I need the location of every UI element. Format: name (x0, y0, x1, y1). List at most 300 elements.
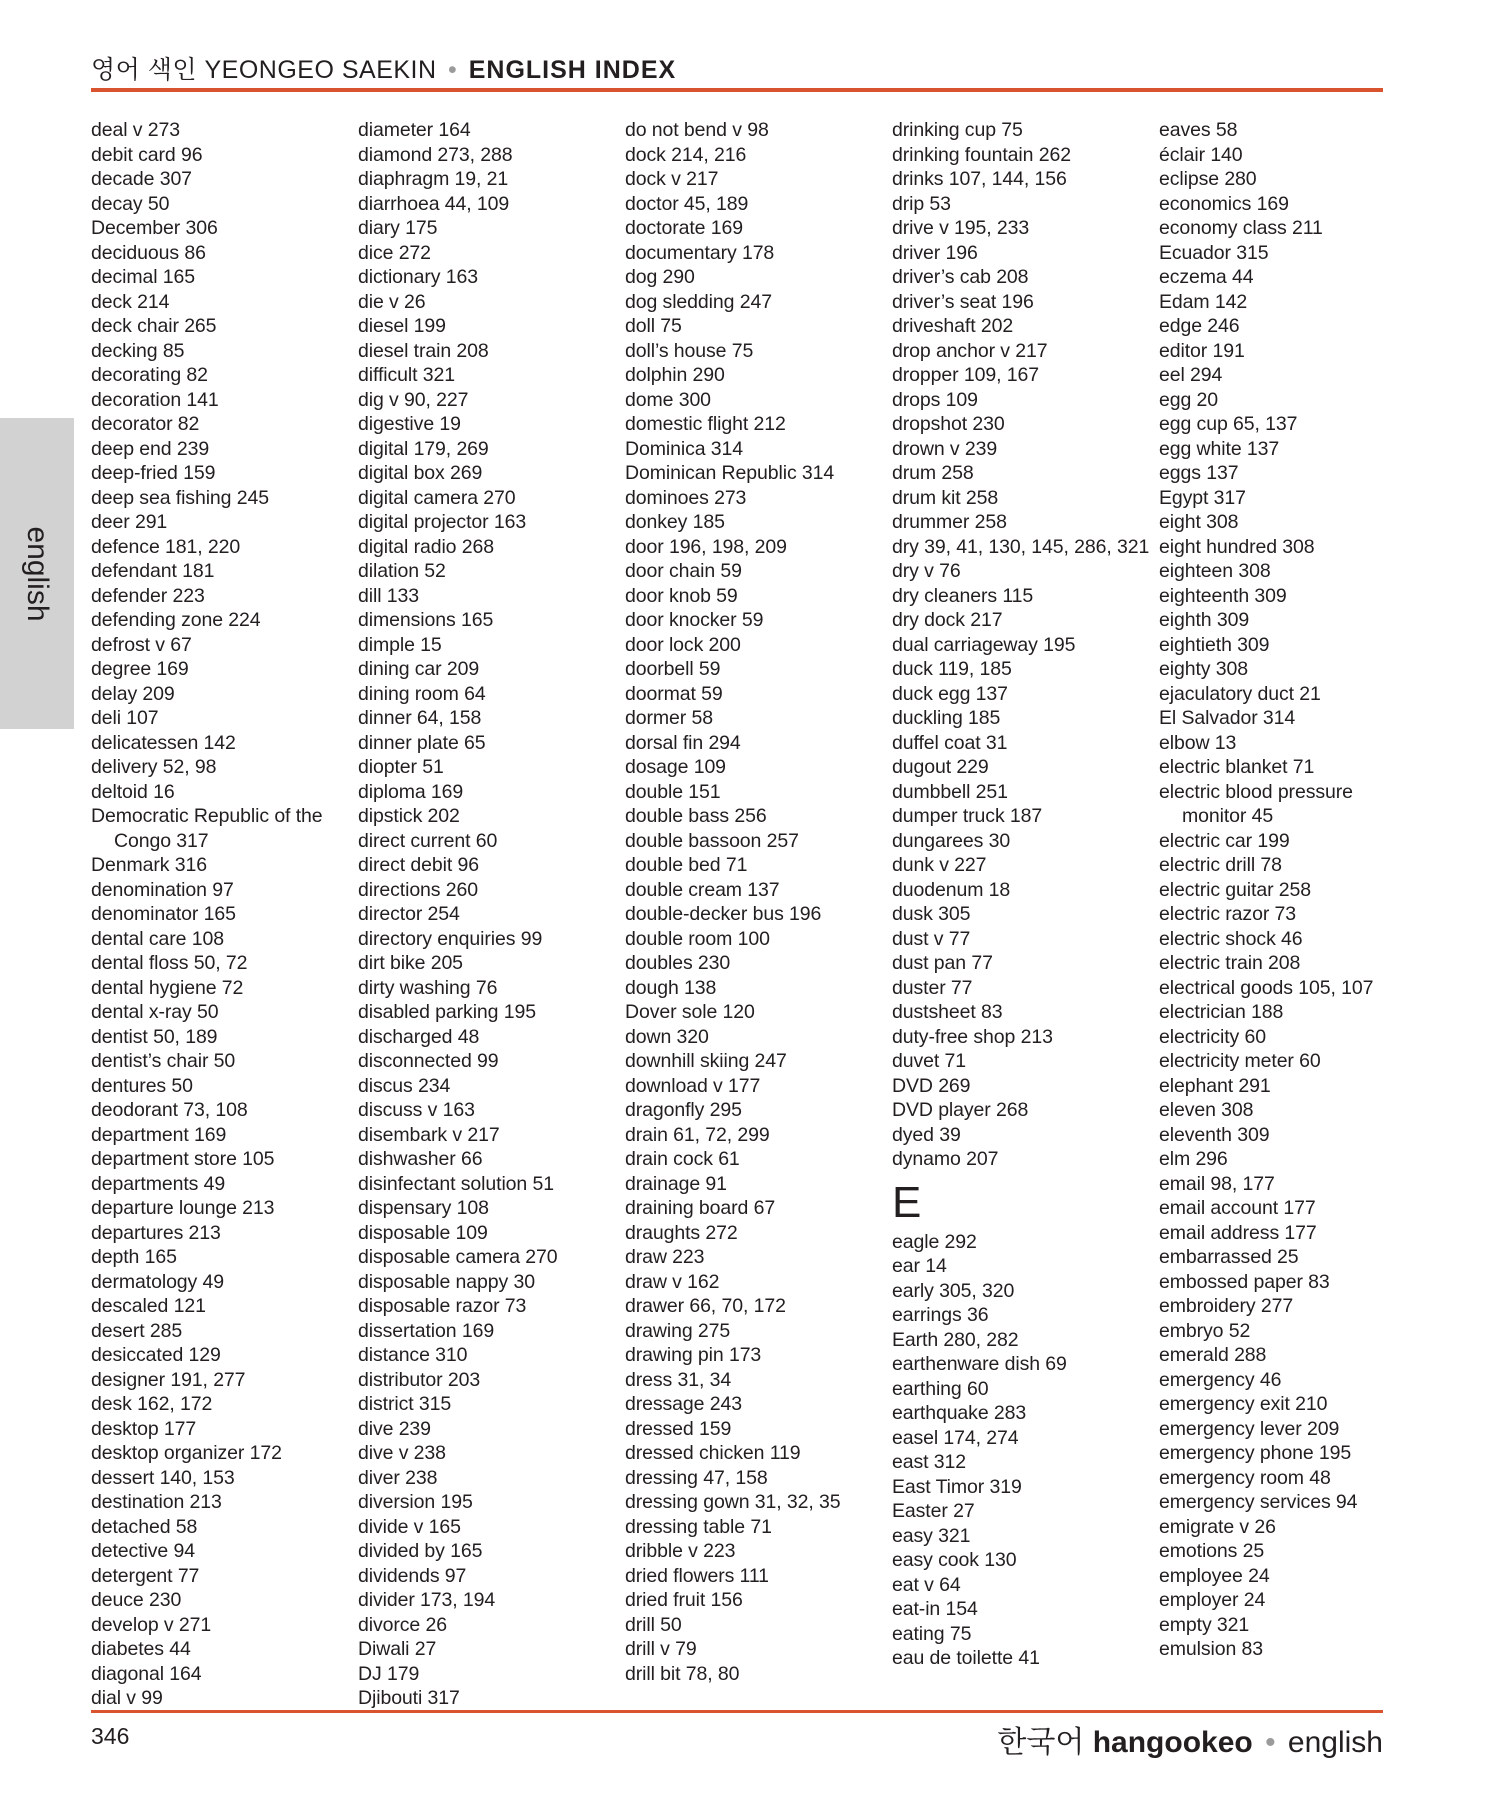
index-entry: dig v 90, 227 (358, 388, 469, 411)
index-entry: dress 31, 34 (625, 1368, 732, 1391)
index-entry: easel 174, 274 (892, 1426, 1019, 1449)
index-entry: dominoes 273 (625, 486, 747, 509)
index-entry: dressed chicken 119 (625, 1442, 801, 1464)
index-entry: disposable nappy 30 (358, 1270, 535, 1293)
index-entry: department store 105 (91, 1148, 275, 1170)
index-entry: earthquake 283 (892, 1402, 1027, 1424)
index-entry: dirty washing 76 (358, 976, 498, 999)
index-entry: drain cock 61 (625, 1148, 740, 1170)
index-entry: dressing 47, 158 (625, 1466, 768, 1489)
index-column-4-d-entries (892, 118, 1154, 1172)
index-entry: email address 177 (1159, 1221, 1317, 1244)
index-entry: double-decker bus 196 (625, 903, 822, 925)
index-entry: disinfectant solution 51 (358, 1172, 554, 1195)
index-entry: designer 191, 277 (91, 1368, 246, 1391)
index-entry: email 98, 177 (1159, 1172, 1275, 1195)
index-entry: dimensions 165 (358, 609, 494, 631)
index-entry: diabetes 44 (91, 1638, 191, 1660)
index-entry: economy class 211 (1159, 217, 1323, 239)
index-entry: emergency services 94 (1159, 1491, 1358, 1513)
index-entry: dragonfly 295 (625, 1099, 742, 1121)
index-entry: delay 209 (91, 682, 175, 705)
index-entry: emotions 25 (1159, 1540, 1265, 1562)
index-entry: Diwali 27 (358, 1638, 437, 1660)
index-entry: dial v 99 (91, 1687, 163, 1709)
page-number: 346 (91, 1723, 130, 1749)
index-entry: diameter 164 (358, 119, 471, 141)
index-entry: denomination 97 (91, 878, 234, 901)
index-entry: draw 223 (625, 1246, 705, 1268)
index-entry: decorator 82 (91, 413, 200, 435)
index-entry: divorce 26 (358, 1613, 447, 1636)
index-entry: departments 49 (91, 1172, 226, 1195)
index-entry: edge 246 (1159, 315, 1240, 337)
index-entry: drown v 239 (892, 437, 998, 460)
index-entry: dropshot 230 (892, 413, 1005, 435)
index-column-2 (358, 118, 620, 1711)
index-entry: discharged 48 (358, 1025, 480, 1048)
index-entry: eat v 64 (892, 1573, 961, 1596)
index-entry: dual carriageway 195 (892, 633, 1076, 656)
index-entry: dumbbell 251 (892, 780, 1008, 803)
index-entry: dried flowers 111 (625, 1564, 769, 1587)
index-entry: Egypt 317 (1159, 486, 1246, 509)
index-entry: defence 181, 220 (91, 535, 241, 558)
index-entry: emergency 46 (1159, 1368, 1282, 1391)
index-entry: elbow 13 (1159, 731, 1237, 754)
index-entry: Edam 142 (1159, 290, 1248, 313)
index-entry: debit card 96 (91, 143, 203, 166)
index-entry: eight hundred 308 (1159, 535, 1315, 558)
index-entry: dyed 39 (892, 1123, 961, 1146)
index-entry: dribble v 223 (625, 1540, 736, 1562)
index-entry: eleventh 309 (1159, 1123, 1270, 1146)
index-entry: district 315 (358, 1393, 452, 1415)
index-column-4 (892, 118, 1154, 1671)
index-entry: drinking fountain 262 (892, 143, 1071, 166)
index-entry: door knocker 59 (625, 609, 764, 631)
index-entry: diesel 199 (358, 315, 446, 337)
index-entry: dinner 64, 158 (358, 707, 482, 729)
index-entry: door 196, 198, 209 (625, 535, 787, 558)
header-rule (91, 88, 1383, 92)
index-entry: dungarees 30 (892, 829, 1011, 852)
index-entry: door lock 200 (625, 633, 741, 656)
index-entry: egg white 137 (1159, 437, 1280, 460)
section-letter-e: E (892, 1177, 922, 1227)
index-entry: dorsal fin 294 (625, 731, 741, 754)
header-korean-title: 영어 색인 YEONGEO SAEKIN (91, 56, 437, 84)
index-entry: dressed 159 (625, 1417, 732, 1440)
index-entry: doctor 45, 189 (625, 192, 749, 215)
index-entry: Earth 280, 282 (892, 1328, 1019, 1351)
index-entry: Dominican Republic 314 (625, 462, 835, 484)
index-entry: Djibouti 317 (358, 1687, 460, 1709)
index-entry: electric razor 73 (1159, 903, 1297, 925)
index-entry: double room 100 (625, 927, 770, 950)
index-entry: detergent 77 (91, 1564, 200, 1587)
index-entry: decay 50 (91, 192, 170, 215)
index-entry: dock v 217 (625, 168, 719, 190)
index-entry: door knob 59 (625, 584, 738, 607)
index-entry: disembark v 217 (358, 1123, 500, 1146)
index-entry: desktop 177 (91, 1417, 197, 1440)
index-entry: double 151 (625, 780, 721, 803)
index-entry: deck 214 (91, 290, 170, 313)
index-entry: emergency lever 209 (1159, 1417, 1340, 1440)
index-entry: duster 77 (892, 976, 973, 999)
index-column-5 (1159, 118, 1421, 1662)
index-entry: dishwasher 66 (358, 1148, 483, 1170)
index-entry: driver’s seat 196 (892, 290, 1034, 313)
index-entry: drinks 107, 144, 156 (892, 168, 1067, 190)
index-entry: dormer 58 (625, 707, 713, 729)
index-entry: decade 307 (91, 168, 192, 190)
footer-english: english (1287, 1726, 1383, 1759)
index-entry: drum kit 258 (892, 486, 999, 509)
index-entry: desert 285 (91, 1319, 183, 1342)
index-entry: direct current 60 (358, 829, 498, 852)
index-entry: drill bit 78, 80 (625, 1662, 740, 1685)
index-entry: earthenware dish 69 (892, 1353, 1067, 1375)
index-entry: deciduous 86 (91, 241, 206, 264)
index-entry: December 306 (91, 217, 218, 239)
index-entry: electricity meter 60 (1159, 1050, 1321, 1072)
index-entry: dressage 243 (625, 1393, 742, 1415)
index-entry: directions 260 (358, 878, 479, 901)
side-tab (0, 418, 74, 729)
index-entry: dental x-ray 50 (91, 1001, 219, 1023)
index-entry: dental floss 50, 72 (91, 952, 248, 974)
index-entry: dunk v 227 (892, 854, 987, 876)
index-entry: dessert 140, 153 (91, 1466, 235, 1489)
index-entry: deli 107 (91, 707, 159, 729)
index-entry: El Salvador 314 (1159, 707, 1296, 729)
index-entry: diopter 51 (358, 756, 444, 778)
index-entry: defending zone 224 (91, 609, 261, 631)
index-entry: dentures 50 (91, 1074, 193, 1097)
index-entry: Dominica 314 (625, 437, 744, 460)
index-entry: dressing gown 31, 32, 35 (625, 1491, 841, 1513)
index-entry: dry v 76 (892, 560, 961, 582)
index-entry: electric guitar 258 (1159, 878, 1312, 901)
index-entry: disconnected 99 (358, 1050, 499, 1072)
index-entry: duckling 185 (892, 707, 1001, 729)
index-entry: divided by 165 (358, 1540, 483, 1562)
index-entry: eighty 308 (1159, 658, 1248, 680)
index-entry: duffel coat 31 (892, 731, 1008, 754)
index-entry: dilation 52 (358, 560, 446, 582)
index-entry: defender 223 (91, 584, 205, 607)
index-entry: drawing 275 (625, 1319, 731, 1342)
index-entry: divider 173, 194 (358, 1589, 496, 1611)
index-entry: deuce 230 (91, 1589, 182, 1611)
index-entry: denominator 165 (91, 903, 236, 925)
index-entry: drawer 66, 70, 172 (625, 1295, 786, 1317)
index-entry: DVD player 268 (892, 1099, 1029, 1121)
index-entry: double bass 256 (625, 805, 767, 827)
index-entry: dental hygiene 72 (91, 976, 244, 999)
index-entry: ear 14 (892, 1255, 947, 1277)
index-entry: eightieth 309 (1159, 633, 1270, 656)
index-entry: depth 165 (91, 1246, 177, 1268)
index-entry: electric car 199 (1159, 829, 1290, 852)
index-entry: Ecuador 315 (1159, 241, 1269, 264)
index-entry: double bed 71 (625, 854, 748, 876)
index-entry: dental care 108 (91, 927, 224, 950)
index-entry: digital camera 270 (358, 486, 516, 509)
footer-romanized: hangookeo (1092, 1726, 1253, 1759)
index-entry: download v 177 (625, 1074, 761, 1097)
index-entry: defrost v 67 (91, 633, 192, 656)
index-entry: emergency phone 195 (1159, 1442, 1352, 1464)
footer-korean: 한국어 (997, 1726, 1085, 1759)
index-entry: electric shock 46 (1159, 927, 1303, 950)
index-entry: egg 20 (1159, 388, 1219, 411)
index-entry: dipstick 202 (358, 805, 460, 827)
index-entry: drawing pin 173 (625, 1344, 762, 1366)
index-entry: digital projector 163 (358, 511, 527, 533)
index-entry: disposable razor 73 (358, 1295, 527, 1317)
index-entry: down 320 (625, 1025, 709, 1048)
index-entry: drain 61, 72, 299 (625, 1123, 770, 1146)
index-entry: employer 24 (1159, 1589, 1266, 1611)
index-entry: electric blood pressure monitor 45 (1159, 780, 1353, 827)
index-entry: develop v 271 (91, 1613, 212, 1636)
index-entry: egg cup 65, 137 (1159, 413, 1298, 435)
index-entry: electrician 188 (1159, 1001, 1284, 1023)
index-entry: dynamo 207 (892, 1148, 999, 1170)
index-entry: dolphin 290 (625, 364, 725, 386)
index-entry: diesel train 208 (358, 339, 489, 362)
index-entry: empty 321 (1159, 1613, 1250, 1636)
index-entry: doubles 230 (625, 952, 731, 974)
index-entry: digital 179, 269 (358, 437, 489, 460)
index-entry: drill v 79 (625, 1638, 697, 1660)
index-entry: distance 310 (358, 1344, 468, 1366)
index-entry: embossed paper 83 (1159, 1270, 1330, 1293)
index-entry: downhill skiing 247 (625, 1050, 787, 1072)
index-entry: dusk 305 (892, 903, 971, 925)
index-entry: dining room 64 (358, 682, 486, 705)
index-entry: dive v 238 (358, 1442, 446, 1464)
index-entry: eczema 44 (1159, 266, 1254, 288)
index-entry: decoration 141 (91, 388, 219, 411)
index-entry: dice 272 (358, 241, 431, 264)
header-separator: • (448, 56, 458, 84)
index-entry: diversion 195 (358, 1491, 473, 1513)
index-entry: difficult 321 (358, 364, 455, 386)
index-entry: duodenum 18 (892, 878, 1011, 901)
index-entry: diamond 273, 288 (358, 143, 513, 166)
index-entry: dinner plate 65 (358, 731, 486, 754)
index-entry: economics 169 (1159, 192, 1289, 215)
index-entry: dissertation 169 (358, 1319, 495, 1342)
index-entry: desktop organizer 172 (91, 1442, 282, 1464)
index-entry: dimple 15 (358, 633, 442, 656)
index-entry: emergency exit 210 (1159, 1393, 1328, 1415)
index-entry: decimal 165 (91, 266, 196, 288)
index-entry: desk 162, 172 (91, 1393, 213, 1415)
index-entry: drinking cup 75 (892, 119, 1023, 141)
index-entry: dill 133 (358, 584, 419, 607)
index-entry: dry dock 217 (892, 609, 1003, 631)
index-entry: degree 169 (91, 658, 189, 680)
index-entry: emerald 288 (1159, 1344, 1267, 1366)
index-entry: eighth 309 (1159, 609, 1250, 631)
index-entry: DVD 269 (892, 1074, 971, 1097)
index-entry: editor 191 (1159, 339, 1245, 362)
index-entry: drum 258 (892, 462, 974, 484)
index-column-1 (91, 118, 353, 1711)
index-entry: deep-fried 159 (91, 462, 216, 484)
index-column-4-e-entries (892, 1230, 1154, 1671)
index-entry: electric train 208 (1159, 952, 1301, 974)
index-entry: dust pan 77 (892, 952, 993, 974)
index-entry: dugout 229 (892, 756, 989, 778)
index-entry: director 254 (358, 903, 460, 925)
index-entry: doorbell 59 (625, 658, 721, 680)
index-entry: deer 291 (91, 511, 168, 533)
index-column-3 (625, 118, 887, 1686)
index-entry: dried fruit 156 (625, 1589, 743, 1611)
index-entry: eggs 137 (1159, 462, 1239, 484)
index-entry: dock 214, 216 (625, 143, 747, 166)
index-entry: dressing table 71 (625, 1515, 772, 1538)
index-entry: drop anchor v 217 (892, 339, 1048, 362)
index-entry: diagonal 164 (91, 1662, 202, 1685)
index-entry: electricity 60 (1159, 1025, 1266, 1048)
index-entry: disposable 109 (358, 1221, 488, 1244)
index-entry: duvet 71 (892, 1050, 967, 1072)
index-entry: do not bend v 98 (625, 119, 769, 141)
index-entry: dirt bike 205 (358, 952, 463, 974)
index-entry: discus 234 (358, 1074, 451, 1097)
index-entry: duck egg 137 (892, 682, 1008, 705)
index-entry: earthing 60 (892, 1377, 989, 1400)
index-entry: double cream 137 (625, 878, 780, 901)
index-entry: defendant 181 (91, 560, 215, 582)
index-entry: embarrassed 25 (1159, 1246, 1299, 1268)
index-entry: East Timor 319 (892, 1475, 1022, 1498)
index-entry: electric blanket 71 (1159, 756, 1315, 778)
index-entry: decorating 82 (91, 364, 208, 386)
index-entry: drummer 258 (892, 511, 1007, 533)
index-entry: doll 75 (625, 315, 682, 337)
index-entry: dry 39, 41, 130, 145, 286, 321 (892, 535, 1150, 558)
index-entry: eclipse 280 (1159, 168, 1257, 190)
index-entry: earrings 36 (892, 1304, 989, 1326)
index-entry: easy 321 (892, 1524, 971, 1547)
index-entry: eight 308 (1159, 511, 1239, 533)
index-entry: digital radio 268 (358, 535, 494, 558)
index-entry: duty-free shop 213 (892, 1025, 1053, 1048)
index-entry: digestive 19 (358, 413, 461, 435)
index-entry: dividends 97 (358, 1564, 467, 1587)
index-entry: eaves 58 (1159, 119, 1238, 141)
index-entry: employee 24 (1159, 1564, 1270, 1587)
index-entry: drill 50 (625, 1613, 682, 1636)
index-entry: disabled parking 195 (358, 1001, 536, 1023)
index-entry: dustsheet 83 (892, 1001, 1003, 1023)
index-entry: eel 294 (1159, 364, 1223, 386)
index-entry: dermatology 49 (91, 1270, 225, 1293)
index-entry: dentist 50, 189 (91, 1025, 218, 1048)
index-entry: deep sea fishing 245 (91, 486, 269, 509)
index-entry: dough 138 (625, 976, 717, 999)
index-entry: DJ 179 (358, 1662, 420, 1685)
index-entry: deck chair 265 (91, 315, 217, 337)
index-entry: easy cook 130 (892, 1549, 1017, 1571)
index-entry: detached 58 (91, 1515, 198, 1538)
index-entry: documentary 178 (625, 241, 775, 264)
index-entry: electrical goods 105, 107 (1159, 976, 1374, 999)
index-entry: emulsion 83 (1159, 1638, 1264, 1660)
index-entry: disposable camera 270 (358, 1246, 558, 1268)
index-entry: dumper truck 187 (892, 805, 1043, 827)
index-entry: directory enquiries 99 (358, 927, 543, 950)
index-entry: eat-in 154 (892, 1598, 978, 1620)
index-entry: desiccated 129 (91, 1344, 221, 1366)
index-entry: Dover sole 120 (625, 1001, 755, 1023)
footer-rule (91, 1710, 1383, 1713)
index-entry: driver 196 (892, 241, 978, 264)
index-entry: Democratic Republic of the Congo 317 (91, 805, 323, 852)
index-entry: emergency room 48 (1159, 1466, 1331, 1489)
index-entry: elephant 291 (1159, 1074, 1271, 1097)
index-entry: discuss v 163 (358, 1099, 475, 1121)
index-entry: doormat 59 (625, 682, 723, 705)
index-entry: emigrate v 26 (1159, 1515, 1276, 1538)
index-entry: dining car 209 (358, 658, 480, 680)
index-entry: deodorant 73, 108 (91, 1099, 248, 1121)
index-entry: early 305, 320 (892, 1279, 1015, 1302)
index-entry: ejaculatory duct 21 (1159, 682, 1321, 705)
index-entry: embryo 52 (1159, 1319, 1251, 1342)
index-entry: eau de toilette 41 (892, 1647, 1040, 1669)
index-entry: decking 85 (91, 339, 185, 362)
index-entry: dome 300 (625, 388, 711, 411)
side-tab-label: english (21, 525, 54, 622)
index-entry: descaled 121 (91, 1295, 206, 1317)
index-entry: Denmark 316 (91, 854, 207, 876)
index-entry: digital box 269 (358, 462, 483, 484)
index-entry: dropper 109, 167 (892, 364, 1039, 386)
index-entry: duck 119, 185 (892, 658, 1012, 680)
header-english-title: ENGLISH INDEX (468, 56, 677, 84)
index-entry: destination 213 (91, 1491, 222, 1513)
index-entry: eating 75 (892, 1622, 972, 1645)
index-entry: diary 175 (358, 217, 438, 239)
index-entry: dictionary 163 (358, 266, 479, 288)
running-footer (997, 1717, 1383, 1761)
index-entry: drops 109 (892, 388, 978, 411)
index-entry: double bassoon 257 (625, 829, 799, 852)
index-entry: delicatessen 142 (91, 731, 236, 754)
index-entry: dog 290 (625, 266, 695, 288)
index-entry: die v 26 (358, 290, 426, 313)
index-entry: diploma 169 (358, 780, 464, 803)
index-entry: dosage 109 (625, 756, 726, 778)
index-entry: department 169 (91, 1123, 227, 1146)
index-entry: draw v 162 (625, 1270, 720, 1293)
index-entry: draining board 67 (625, 1197, 776, 1219)
index-entry: doll’s house 75 (625, 339, 754, 362)
index-entry: éclair 140 (1159, 143, 1243, 166)
index-entry: east 312 (892, 1451, 967, 1473)
index-entry: divide v 165 (358, 1515, 461, 1538)
running-header (91, 50, 1391, 86)
